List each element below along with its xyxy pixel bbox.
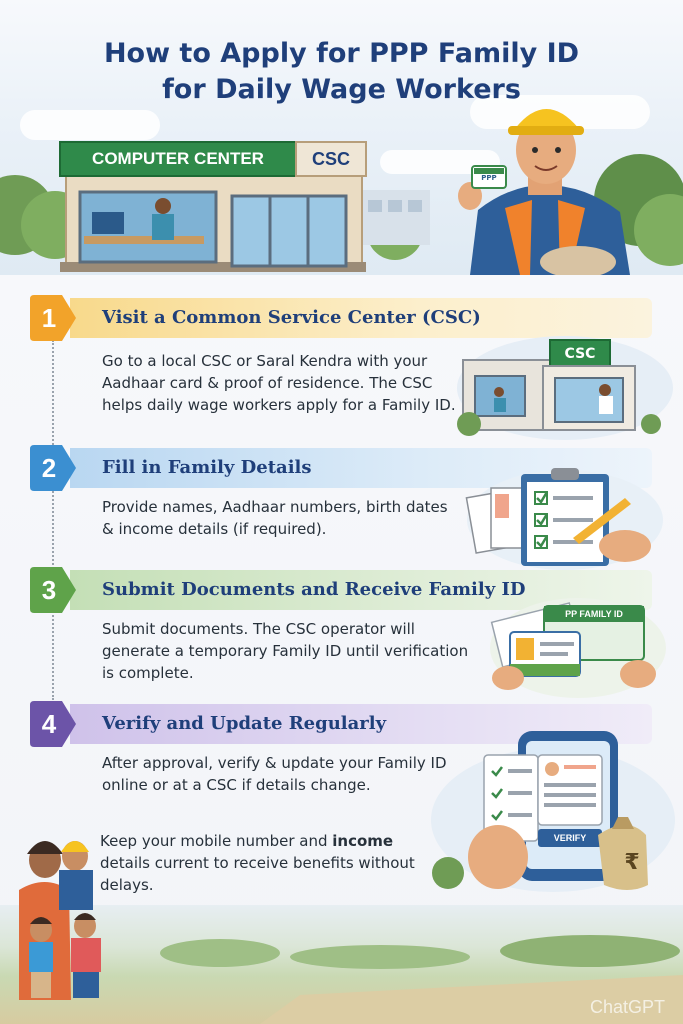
step-1-badge: 1 bbox=[28, 295, 78, 341]
step-2-description: Provide names, Aadhaar numbers, birth dates & income details (if required). bbox=[102, 498, 448, 538]
sign-left-text: COMPUTER CENTER bbox=[92, 149, 264, 168]
step-1-description: Go to a local CSC or Saral Kendra with your Aadhaar card & proof of residence. The CSC helps daily wage workers apply for a Family ID. bbox=[102, 352, 456, 414]
step-4-badge: 4 bbox=[28, 701, 78, 747]
clipboard-illustration bbox=[465, 460, 665, 570]
hero-banner bbox=[0, 0, 683, 275]
step-1-title: Visit a Common Service Center (CSC) bbox=[102, 307, 481, 328]
step-4-description: After approval, verify & update your Family ID online or at a CSC if details change. bbox=[102, 754, 447, 794]
step-4-title: Verify and Update Regularly bbox=[102, 713, 387, 734]
step-3-title: Submit Documents and Receive Family ID bbox=[102, 579, 526, 600]
step-3-description: Submit documents. The CSC operator will generate a temporary Family ID until verification is complete. bbox=[102, 620, 469, 682]
step-1-csc-sign: CSC bbox=[564, 346, 596, 362]
step-2-badge: 2 bbox=[28, 445, 78, 491]
rupee-symbol: ₹ bbox=[624, 850, 640, 875]
family-id-card-label: PP FAMILY ID bbox=[565, 609, 623, 619]
timeline-dots bbox=[52, 340, 54, 700]
sign-right-text: CSC bbox=[311, 149, 350, 169]
step-3-badge: 3 bbox=[28, 567, 78, 613]
family-illustration bbox=[5, 830, 115, 1020]
hero-illustration bbox=[0, 0, 683, 275]
verify-label: VERIFY bbox=[553, 833, 587, 843]
watermark: ChatGPT bbox=[589, 997, 665, 1017]
page-title: How to Apply for PPP Family ID for Daily Wage Workers bbox=[103, 38, 580, 105]
id-card-text: PPP bbox=[481, 174, 497, 182]
step-2-title: Fill in Family Details bbox=[102, 457, 312, 478]
closing-tip: Keep your mobile number and income details current to receive benefits without delays. bbox=[100, 832, 415, 894]
